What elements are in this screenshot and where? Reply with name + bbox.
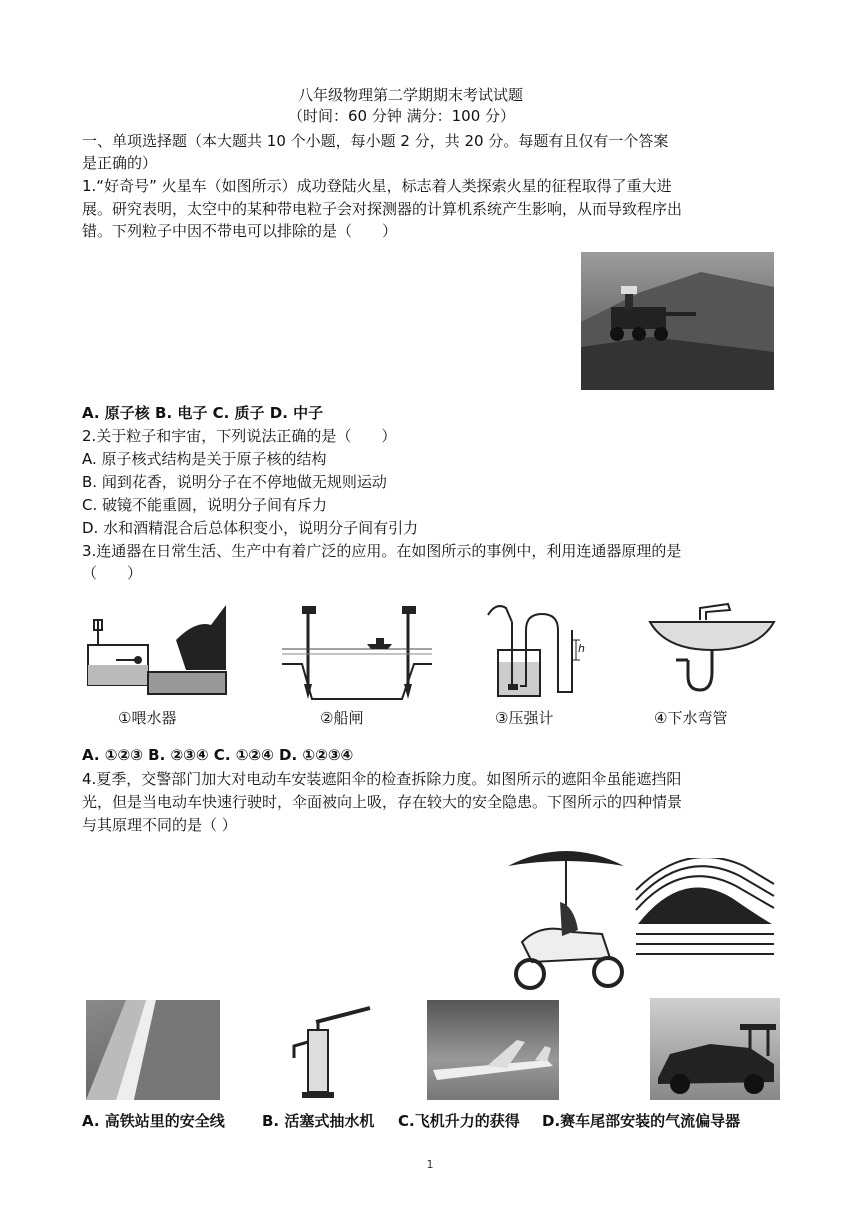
exam-info: （时间：60 分钟 满分：100 分） xyxy=(288,107,516,125)
q3-stem-line1: 3.连通器在日常生活、生产中有着广泛的应用。在如图所示的事例中，利用连通器原理的是 xyxy=(82,542,682,560)
q2-option-d: D. 水和酒精混合后总体积变小，说明分子间有引力 xyxy=(82,519,419,537)
q4-option-a: A. 高铁站里的安全线 xyxy=(82,1112,225,1130)
height-label: h xyxy=(578,642,585,655)
q2-option-b: B. 闻到花香，说明分子在不停地做无规则运动 xyxy=(82,473,387,491)
q2-option-c: C. 破镜不能重圆，说明分子间有斥力 xyxy=(82,496,328,514)
q4-option-d: D.赛车尾部安装的气流偏导器 xyxy=(542,1112,741,1130)
q4-stem-line2: 光，但是当电动车快速行驶时，伞面被向上吸，存在较大的安全隐患。下图所示的四种情景 xyxy=(82,793,683,811)
wing-airflow-figure xyxy=(632,858,780,958)
q4-stem-line1: 4.夏季，交警部门加大对电动车安装遮阳伞的检查拆除力度。如图所示的遮阳伞虽能遮挡阳 xyxy=(82,770,682,788)
q1-stem-line1: 1.“好奇号” 火星车（如图所示）成功登陆火星，标志着人类探索火星的征程取得了重大进 xyxy=(82,177,672,195)
q3-stem-line2: （ ） xyxy=(82,564,143,582)
q2-option-a: A. 原子核式结构是关于原子核的结构 xyxy=(82,450,327,468)
pressure-gauge-figure xyxy=(486,600,586,704)
water-feeder-figure xyxy=(86,600,228,706)
page-title: 八年级物理第二学期期末考试试题 xyxy=(298,86,524,104)
q1-stem-line3: 错。下列粒子中因不带电可以排除的是（ ） xyxy=(82,222,398,240)
page-number: 1 xyxy=(426,1158,434,1171)
section-heading-cont: 是正确的） xyxy=(82,154,158,172)
q2-stem: 2.关于粒子和宇宙，下列说法正确的是（ ） xyxy=(82,427,397,445)
q1-stem-line2: 展。研究表明，太空中的某种带电粒子会对探测器的计算机系统产生影响，从而导致程序出 xyxy=(82,200,683,218)
ship-lock-figure xyxy=(282,604,432,704)
q4-stem-line3: 与其原理不同的是（ ） xyxy=(82,816,237,834)
sink-drain-figure xyxy=(648,600,776,704)
mars-rover-photo xyxy=(581,252,774,390)
caption-ship-lock: ②船闸 xyxy=(320,709,364,727)
train-platform-photo xyxy=(86,1000,220,1100)
section-heading: 一、单项选择题（本大题共 10 个小题，每小题 2 分，共 20 分。每题有且仅有一个答案 xyxy=(82,132,669,150)
caption-pressure-gauge: ③压强计 xyxy=(495,709,554,727)
airplane-photo xyxy=(427,1000,559,1100)
q4-option-b: B. 活塞式抽水机 xyxy=(262,1112,375,1130)
race-car-photo xyxy=(650,998,780,1100)
caption-water-feeder: ①喂水器 xyxy=(118,709,177,727)
scooter-umbrella-figure xyxy=(502,842,630,994)
piston-pump-figure xyxy=(286,1002,376,1100)
q4-option-c: C.飞机升力的获得 xyxy=(398,1112,520,1130)
caption-sink-drain: ④下水弯管 xyxy=(654,709,728,727)
q3-options: A. ①②③ B. ②③④ C. ①②④ D. ①②③④ xyxy=(82,746,354,764)
q1-options: A. 原子核 B. 电子 C. 质子 D. 中子 xyxy=(82,404,324,422)
